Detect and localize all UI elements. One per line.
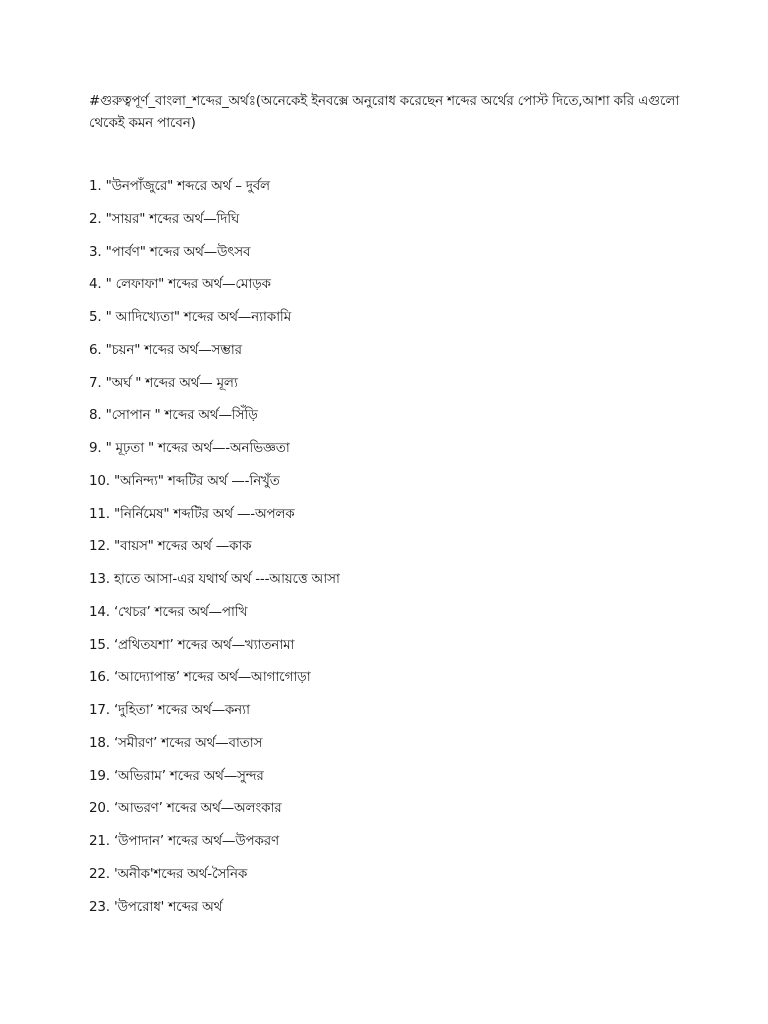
list-item: 2. "সায়র" শব্দের অর্থ—দিঘি xyxy=(89,210,240,227)
list-item: 16. ‘আদ্যোপান্ত’ শব্দের অর্থ—আগাগোড়া xyxy=(89,669,311,686)
document-heading: #গুরুত্বপূর্ণ_বাংলা_শব্দের_অর্থঃ(অনেকেই ইনবক্সে অনুরোধ করেছেন শব্দের অর্থের পোস্ট দিতে,আশা করি এগুলো থেকেই কমন পাবেন) xyxy=(89,93,680,131)
list-item: 22. 'অনীক'শব্দের অর্থ-সৈনিক xyxy=(89,865,248,882)
list-item: 18. ‘সমীরণ’ শব্দের অর্থ—বাতাস xyxy=(89,734,263,751)
list-item: 7. "অর্ঘ " শব্দের অর্থ— মূল্য xyxy=(89,374,238,391)
list-item: 5. " আদিখ্যেতা" শব্দের অর্থ—ন্যাকামি xyxy=(89,309,292,325)
list-item: 1. "উনপাঁজুরে" শব্দরে অর্থ – দুর্বল xyxy=(89,178,270,194)
list-item: 11. "নির্নিমেষ" শব্দটির অর্থ —-অপলক xyxy=(89,505,295,522)
word-meaning-list xyxy=(89,175,340,928)
list-item: 14. ‘খেচর’ শব্দের অর্থ—পাখি xyxy=(89,603,248,620)
list-item: 23. 'উপরোধ' শব্দের অর্থ xyxy=(89,898,223,915)
list-item: 3. "পার্বণ" শব্দের অর্থ—উৎসব xyxy=(89,243,251,260)
list-item: 4. " লেফাফা" শব্দের অর্থ—মোড়ক xyxy=(89,276,271,293)
list-item: 15. ‘প্রথিতযশা’ শব্দের অর্থ—খ্যাতনামা xyxy=(89,636,295,653)
list-item: 8. "সোপান " শব্দের অর্থ—সিঁড়ি xyxy=(89,407,258,424)
list-item: 13. হাতে আসা-এর যথার্থ অর্থ ---আয়ত্তে আসা xyxy=(89,571,340,587)
list-item: 9. " মূঢ়তা " শব্দের অর্থ—-অনভিজ্ঞতা xyxy=(89,440,290,456)
list-item: 21. ‘উপাদান’ শব্দের অর্থ—উপকরণ xyxy=(89,833,279,849)
list-item: 6. "চয়ন" শব্দের অর্থ—সম্ভার xyxy=(89,341,242,358)
list-item: 10. "অনিন্দ্য" শব্দটির অর্থ —-নিখুঁত xyxy=(89,472,280,489)
list-item: 20. ‘আভরণ’ শব্দের অর্থ—অলংকার xyxy=(89,800,282,817)
list-item: 12. "বায়স" শব্দের অর্থ —কাক xyxy=(89,538,252,555)
list-item: 17. ‘দুহিতা’ শব্দের অর্থ—কন্যা xyxy=(89,702,250,718)
list-item: 19. ‘অভিরাম’ শব্দের অর্থ—সুন্দর xyxy=(89,767,264,784)
